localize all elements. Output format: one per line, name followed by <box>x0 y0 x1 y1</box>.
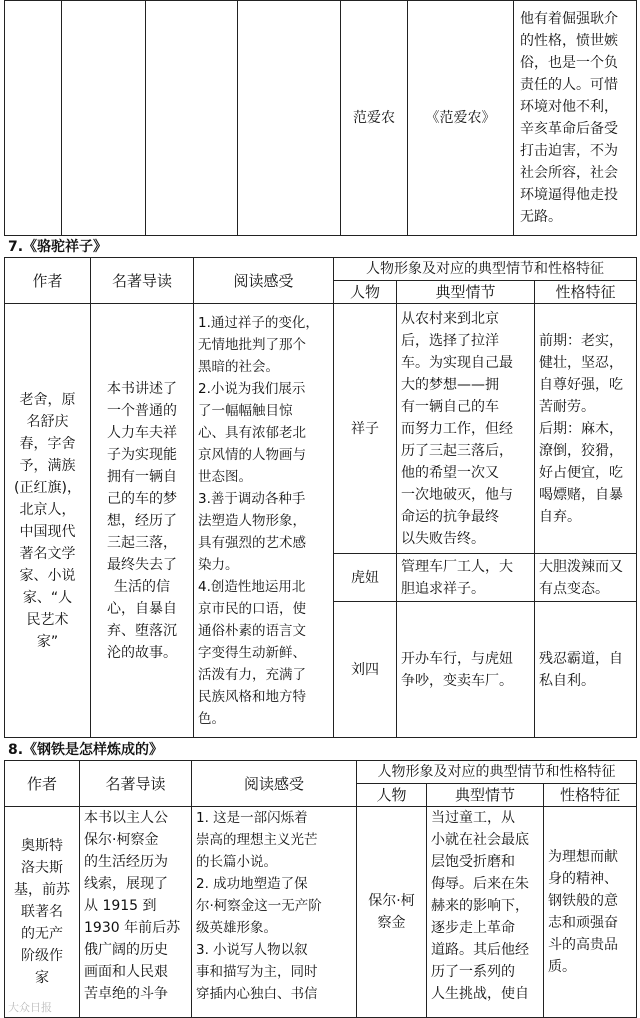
feeling-cell: 1.通过祥子的变化， 无情地批判了那个 黑暗的社会。 2.小说为我们展示 了一幅幅触目惊 心、具有浓郁老北 京风情的人物画与 世态图。 3.善于调动各种手 法塑造人物形象， 具有强烈的艺术感 染力。 4.创造性地运用北 京市民的口语，使 通俗朴素的语言文 字变得生动新鲜、 活泼有力，充满了 民族风格和地方特 色。 <box>194 304 334 738</box>
trait-cell: 残忍霸道，自 私自利。 <box>535 602 637 738</box>
person-cell: 虎妞 <box>334 554 397 602</box>
watermark: 大众日报 <box>8 1001 52 1014</box>
header-plot: 典型情节 <box>427 784 544 807</box>
trait-cell: 为理想而献 身的精神、 钢铁般的意 志和顽强奋 斗的高贵品 质。 <box>544 807 637 1018</box>
header-guide: 名著导读 <box>91 258 194 304</box>
empty-cell <box>146 1 238 236</box>
person-cell: 范爱农 <box>341 1 408 236</box>
header-group: 人物形象及对应的典型情节和性格特征 <box>357 761 637 784</box>
header-person: 人物 <box>357 784 427 807</box>
author-cell: 奥斯特 洛夫斯 基，前苏 联著名 的无产 阶级作 家 <box>5 807 80 1018</box>
header-author: 作者 <box>5 258 91 304</box>
empty-cell <box>5 1 62 236</box>
person-cell: 祥子 <box>334 304 397 554</box>
plot-cell: 当过童工，从 小就在社会最底 层饱受折磨和 侮辱。后来在朱 赫来的影响下， 逐步走上革命 道路。其后他经 历了一系列的 人生挑战，使自 <box>427 807 544 1018</box>
header-group: 人物形象及对应的典型情节和性格特征 <box>334 258 637 281</box>
guide-cell: 本书以主人公 保尔·柯察金 的生活经历为 线索，展现了 从 1915 到 1930 年前后苏 俄广阔的历史 画面和人民艰 苦卓绝的斗争 <box>80 807 192 1018</box>
section8-table <box>4 760 637 1018</box>
feeling-cell: 1. 这是一部闪烁着 崇高的理想主义光芒 的长篇小说。 2. 成功地塑造了保 尔·柯察金这一无产阶 级英雄形象。 3. 小说写人物以叙 事和描写为主，同时 穿插内心独白、书信 <box>192 807 357 1018</box>
trait-cell: 大胆泼辣而又 有点变态。 <box>535 554 637 602</box>
guide-cell: 本书讲述了 一个普通的 人力车夫祥 子为实现能 拥有一辆自 己的车的梦 想，经历了 三起三落， 最终失去了 生活的信 心，自暴自 弃、堕落沉 沦的故事。 <box>91 304 194 738</box>
header-plot: 典型情节 <box>397 281 535 304</box>
section7-table <box>4 257 637 738</box>
header-feeling: 阅读感受 <box>194 258 334 304</box>
source-cell: 《范爱农》 <box>408 1 514 236</box>
header-trait: 性格特征 <box>544 784 637 807</box>
section-title: 8.《钢铁是怎样炼成的》 <box>8 742 164 758</box>
person-cell: 保尔·柯 察金 <box>357 807 427 1018</box>
header-person: 人物 <box>334 281 397 304</box>
person-cell: 刘四 <box>334 602 397 738</box>
plot-cell: 开办车行，与虎妞 争吵，变卖车厂。 <box>397 602 535 738</box>
header-trait: 性格特征 <box>535 281 637 304</box>
trait-cell: 他有着倔强耿介 的性格，愤世嫉 俗，也是一个负 责任的人。可惜 环境对他不利， 辛亥革命后备受 打击迫害，不为 社会所容，社会 环境逼得他走投 无路。 <box>514 1 637 236</box>
top-table <box>4 0 637 236</box>
trait-cell: 前期：老实， 健壮，坚忍， 自尊好强，吃 苦耐劳。 后期：麻木， 潦倒，狡猾， 好占便宜，吃 喝嫖赌，自暴 自弃。 <box>535 304 637 554</box>
header-guide: 名著导读 <box>80 761 192 807</box>
header-feeling: 阅读感受 <box>192 761 357 807</box>
header-author: 作者 <box>5 761 80 807</box>
plot-cell: 从农村来到北京 后，选择了拉洋 车。为实现自己最 大的梦想——拥 有一辆自己的车 而努力工作，但经 历了三起三落后， 他的希望一次又 一次地破灭，他与 命运的抗争最终 以失败告终。 <box>397 304 535 554</box>
empty-cell <box>62 1 146 236</box>
empty-cell <box>238 1 341 236</box>
author-cell: 老舍，原 名舒庆 春，字舍 予，满族 (正红旗)， 北京人， 中国现代 著名文学 家、小说 家、“人 民艺术 家” <box>5 304 91 738</box>
plot-cell: 管理车厂工人，大 胆追求祥子。 <box>397 554 535 602</box>
section-title: 7.《骆驼祥子》 <box>8 239 108 255</box>
